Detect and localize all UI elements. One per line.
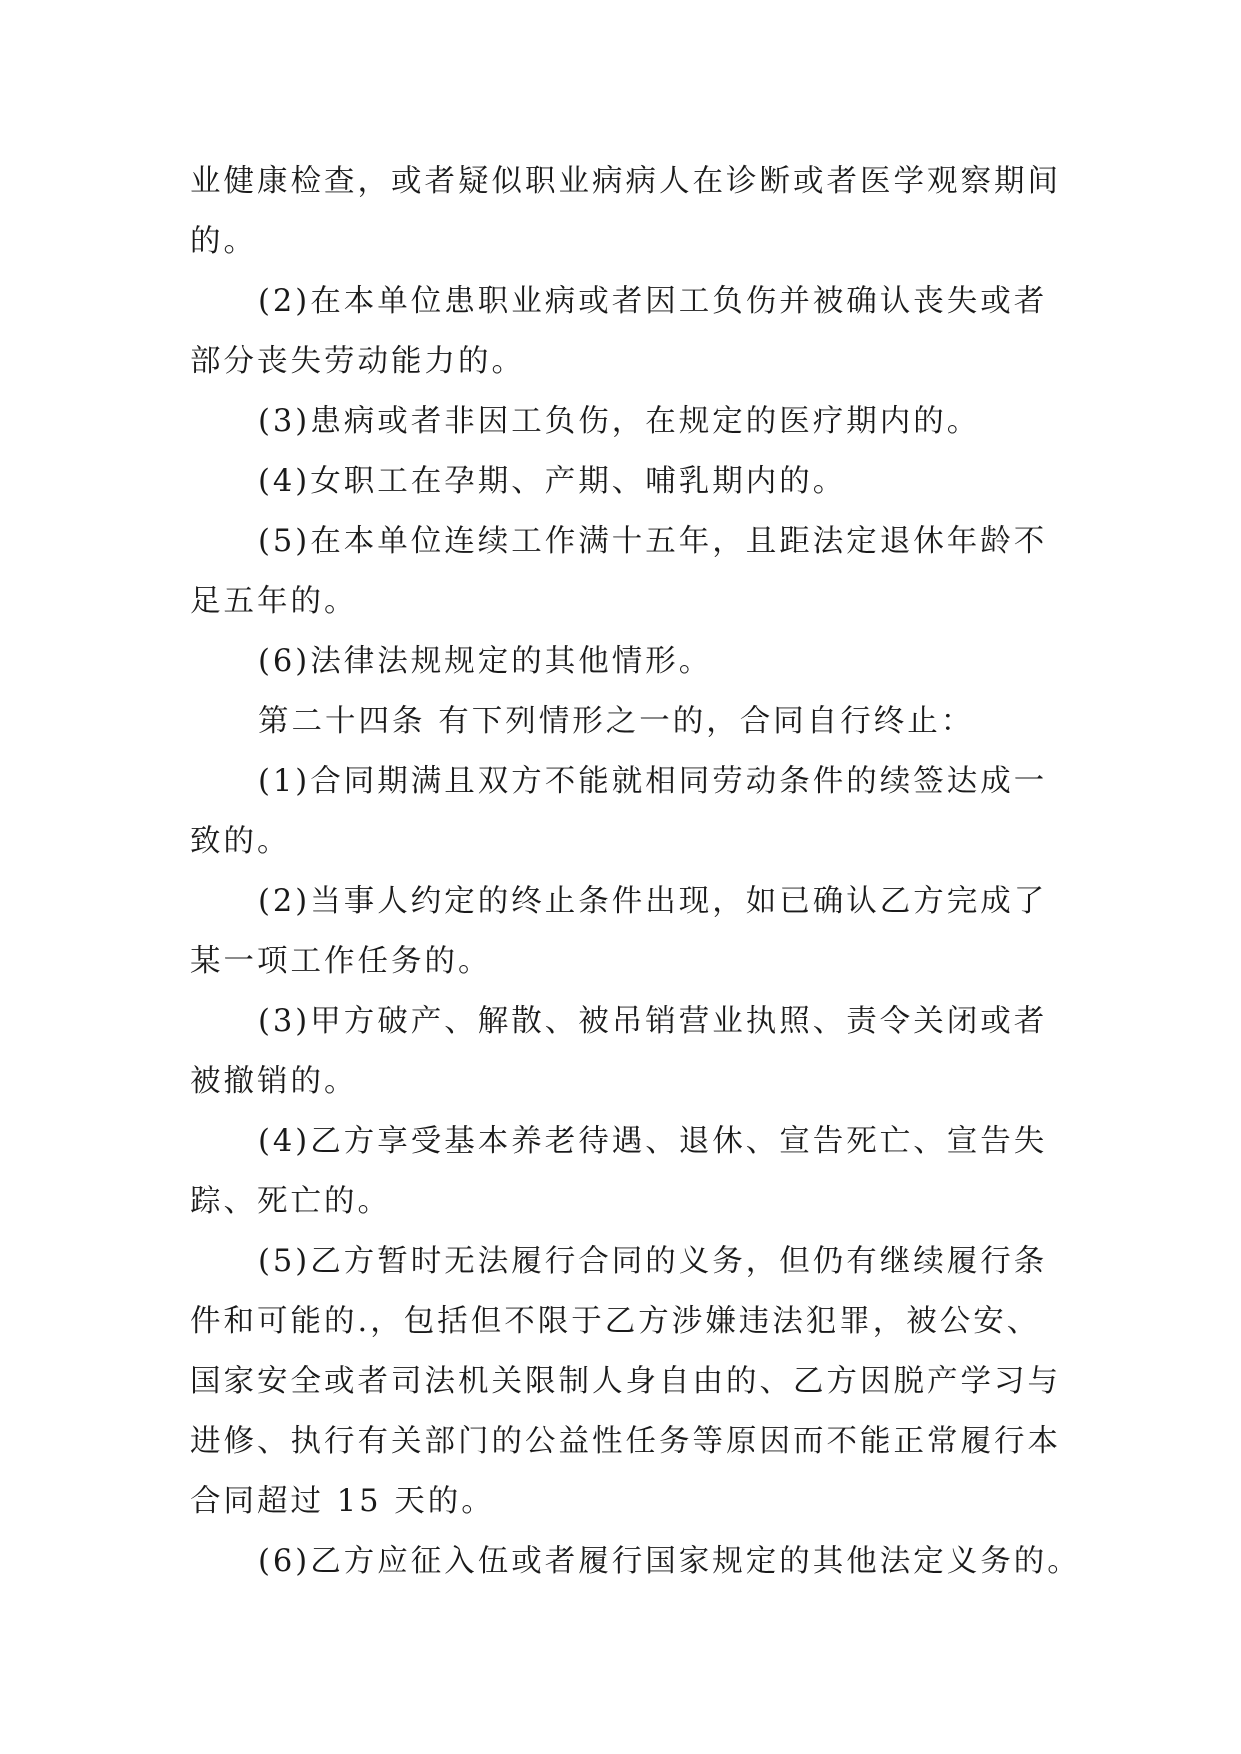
text-line: 部分丧失劳动能力的。 bbox=[190, 344, 525, 379]
paragraph-start-line: (4)女职工在孕期、产期、哺乳期内的。 bbox=[258, 464, 847, 499]
text-line: 某一项工作任务的。 bbox=[190, 944, 492, 979]
paragraph-start-line: (6)乙方应征入伍或者履行国家规定的其他法定义务的。 bbox=[258, 1544, 1081, 1579]
paragraph-start-line: (3)患病或者非因工负伤，在规定的医疗期内的。 bbox=[258, 404, 981, 439]
text-line: 足五年的。 bbox=[190, 584, 358, 619]
paragraph-start-line: (1)合同期满且双方不能就相同劳动条件的续签达成一 bbox=[258, 764, 1048, 799]
text-line: 合同超过 15 天的。 bbox=[190, 1484, 495, 1519]
paragraph-start-line: (4)乙方享受基本养老待遇、退休、宣告死亡、宣告失 bbox=[258, 1124, 1048, 1159]
article-heading-line: 第二十四条 有下列情形之一的，合同自行终止： bbox=[258, 704, 975, 739]
text-line: 国家安全或者司法机关限制人身自由的、乙方因脱产学习与 bbox=[190, 1364, 1061, 1399]
text-line: 业健康检查，或者疑似职业病病人在诊断或者医学观察期间 bbox=[190, 164, 1061, 199]
paragraph-start-line: (2)在本单位患职业病或者因工负伤并被确认丧失或者 bbox=[258, 284, 1048, 319]
text-line: 致的。 bbox=[190, 824, 291, 859]
text-line: 进修、执行有关部门的公益性任务等原因而不能正常履行本 bbox=[190, 1424, 1061, 1459]
text-line: 的。 bbox=[190, 224, 257, 259]
paragraph-start-line: (2)当事人约定的终止条件出现，如已确认乙方完成了 bbox=[258, 884, 1048, 919]
text-line: 踪、死亡的。 bbox=[190, 1184, 391, 1219]
paragraph-start-line: (3)甲方破产、解散、被吊销营业执照、责令关闭或者 bbox=[258, 1004, 1048, 1039]
paragraph-start-line: (5)乙方暂时无法履行合同的义务，但仍有继续履行条 bbox=[258, 1244, 1048, 1279]
text-line: 件和可能的.，包括但不限于乙方涉嫌违法犯罪，被公安、 bbox=[190, 1304, 1041, 1339]
text-line: 被撤销的。 bbox=[190, 1064, 358, 1099]
document-page bbox=[190, 162, 1081, 1602]
paragraph-start-line: (6)法律法规规定的其他情形。 bbox=[258, 644, 713, 679]
paragraph-start-line: (5)在本单位连续工作满十五年，且距法定退休年龄不 bbox=[258, 524, 1048, 559]
